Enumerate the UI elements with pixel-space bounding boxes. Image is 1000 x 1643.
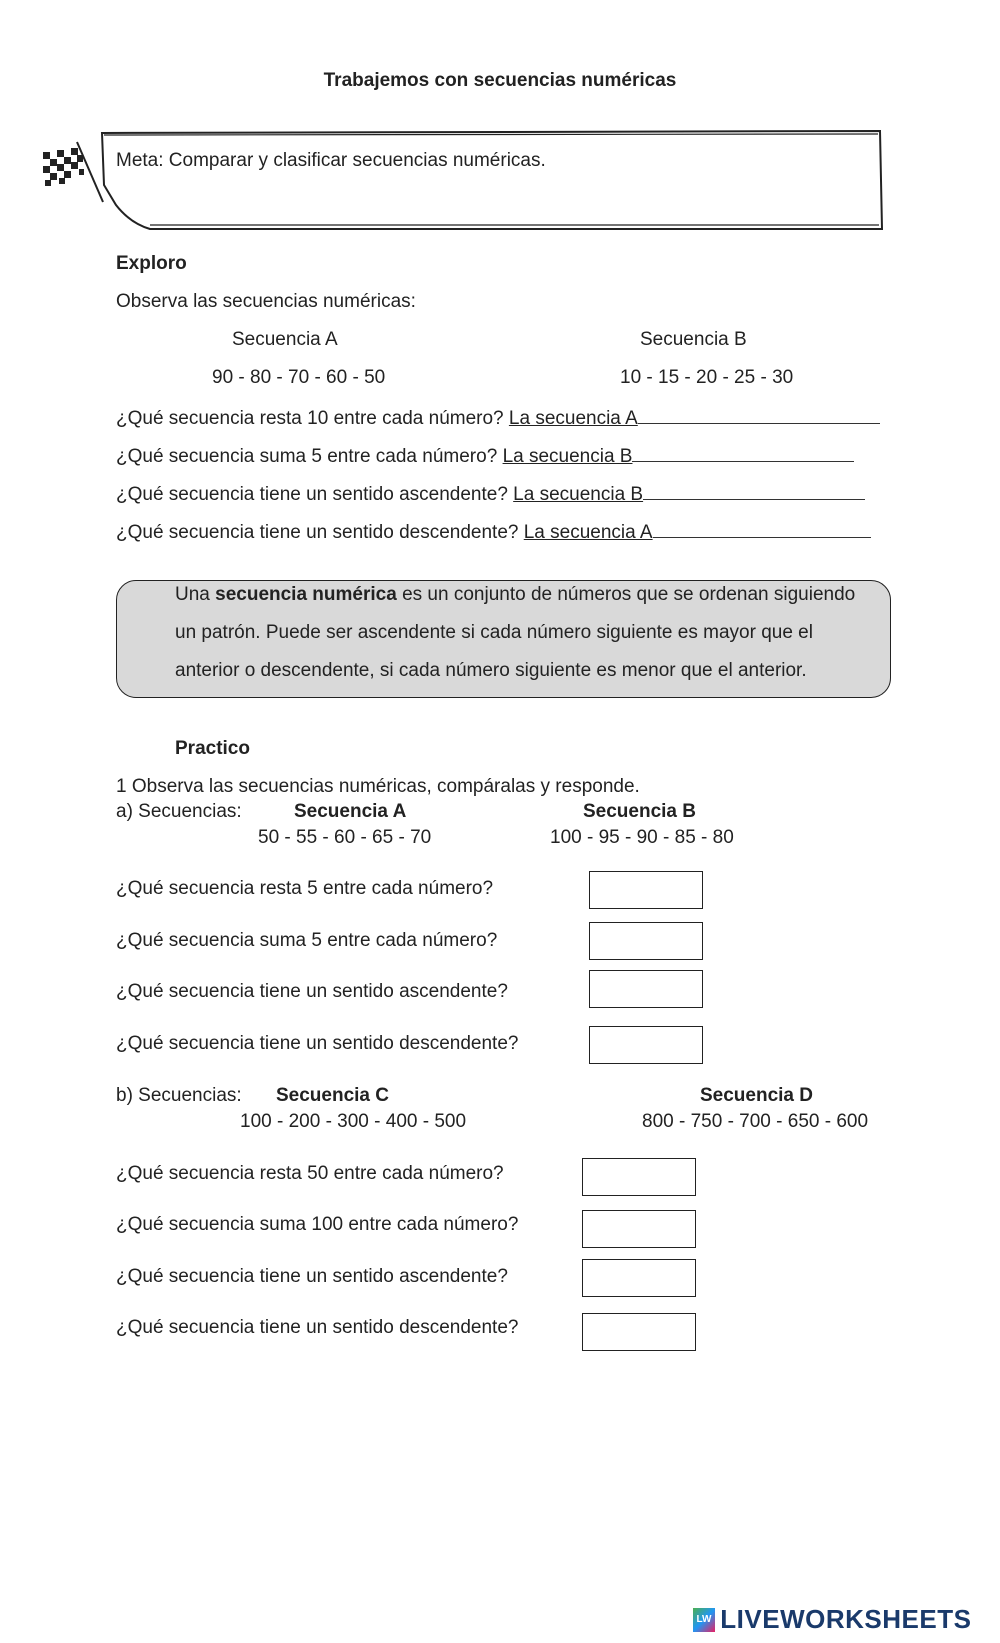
definition-text: Una bbox=[175, 584, 216, 605]
answer-input[interactable] bbox=[582, 1210, 696, 1248]
question-text: ¿Qué secuencia tiene un sentido ascendente? bbox=[116, 1266, 508, 1287]
question-text: ¿Qué secuencia tiene un sentido ascendente? bbox=[116, 981, 508, 1002]
question-text: ¿Qué secuencia resta 50 entre cada número? bbox=[116, 1163, 504, 1184]
page-title: Trabajemos con secuencias numéricas bbox=[323, 70, 677, 91]
question-text: ¿Qué secuencia resta 5 entre cada número? bbox=[116, 878, 494, 899]
part-a-seq2-label: Secuencia B bbox=[583, 801, 696, 822]
sequence-a-values: 90 - 80 - 70 - 60 - 50 bbox=[212, 367, 386, 388]
answer-input[interactable] bbox=[589, 1026, 703, 1064]
explore-question-row bbox=[116, 481, 865, 506]
answer-line bbox=[643, 481, 865, 500]
liveworksheets-logo bbox=[693, 1604, 971, 1635]
definition-line: un patrón. Puede ser ascendente si cada número siguiente es mayor que el bbox=[175, 622, 813, 643]
answer-input[interactable] bbox=[589, 871, 703, 909]
answer-input[interactable] bbox=[582, 1259, 696, 1297]
question-text: ¿Qué secuencia tiene un sentido descendente? bbox=[116, 522, 519, 543]
definition-line: anterior o descendente, si cada número siguiente es menor que el anterior. bbox=[175, 660, 807, 681]
sequence-b-label: Secuencia B bbox=[640, 329, 747, 350]
practice-instruction: 1 Observa las secuencias numéricas, compáralas y responde. bbox=[116, 776, 640, 797]
question-text: ¿Qué secuencia suma 100 entre cada número? bbox=[116, 1214, 519, 1235]
part-b-seq2-label: Secuencia D bbox=[700, 1085, 813, 1106]
goal-text: Meta: Comparar y clasificar secuencias numéricas. bbox=[116, 150, 546, 171]
question-text: ¿Qué secuencia resta 10 entre cada número? bbox=[116, 408, 504, 429]
part-a-seq1-label: Secuencia A bbox=[294, 801, 407, 822]
part-b-seq2-values: 800 - 750 - 700 - 650 - 600 bbox=[642, 1111, 869, 1132]
answer-line bbox=[638, 405, 880, 424]
answer-input[interactable] bbox=[589, 970, 703, 1008]
definition-text: es un conjunto de números que se ordenan siguiendo bbox=[396, 584, 856, 605]
part-b-label: b) Secuencias: bbox=[116, 1085, 242, 1106]
sequence-b-values: 10 - 15 - 20 - 25 - 30 bbox=[620, 367, 794, 388]
answer-input[interactable] bbox=[589, 922, 703, 960]
answer-text: La secuencia B bbox=[502, 446, 633, 467]
logo-text: LIVEWORKSHEETS bbox=[720, 1604, 972, 1634]
explore-question-row bbox=[116, 519, 871, 544]
checkered-flag-icon bbox=[35, 140, 105, 205]
question-text: ¿Qué secuencia tiene un sentido descendente? bbox=[116, 1033, 519, 1054]
definition-term: secuencia numérica bbox=[215, 584, 397, 605]
explore-heading: Exploro bbox=[116, 253, 187, 274]
part-a-seq1-values: 50 - 55 - 60 - 65 - 70 bbox=[258, 827, 432, 848]
question-text: ¿Qué secuencia tiene un sentido ascendente? bbox=[116, 484, 508, 505]
answer-text: La secuencia B bbox=[513, 484, 644, 505]
answer-line bbox=[632, 443, 854, 462]
goal-box-frame bbox=[30, 125, 900, 235]
question-text: ¿Qué secuencia suma 5 entre cada número? bbox=[116, 930, 498, 951]
logo-icon: LW bbox=[693, 1608, 715, 1632]
answer-line bbox=[653, 519, 871, 538]
explore-intro: Observa las secuencias numéricas: bbox=[116, 291, 416, 312]
question-text: ¿Qué secuencia tiene un sentido descendente? bbox=[116, 1317, 519, 1338]
question-text: ¿Qué secuencia suma 5 entre cada número? bbox=[116, 446, 498, 467]
part-a-label: a) Secuencias: bbox=[116, 801, 242, 822]
part-b-seq1-values: 100 - 200 - 300 - 400 - 500 bbox=[240, 1111, 467, 1132]
sequence-a-label: Secuencia A bbox=[232, 329, 338, 350]
answer-input[interactable] bbox=[582, 1313, 696, 1351]
definition-line bbox=[175, 584, 855, 606]
answer-text: La secuencia A bbox=[508, 408, 638, 429]
practice-heading: Practico bbox=[175, 738, 250, 759]
answer-input[interactable] bbox=[582, 1158, 696, 1196]
answer-text: La secuencia A bbox=[523, 522, 653, 543]
part-b-seq1-label: Secuencia C bbox=[276, 1085, 389, 1106]
explore-question-row bbox=[116, 443, 854, 468]
part-a-seq2-values: 100 - 95 - 90 - 85 - 80 bbox=[550, 827, 734, 848]
explore-question-row bbox=[116, 405, 880, 430]
